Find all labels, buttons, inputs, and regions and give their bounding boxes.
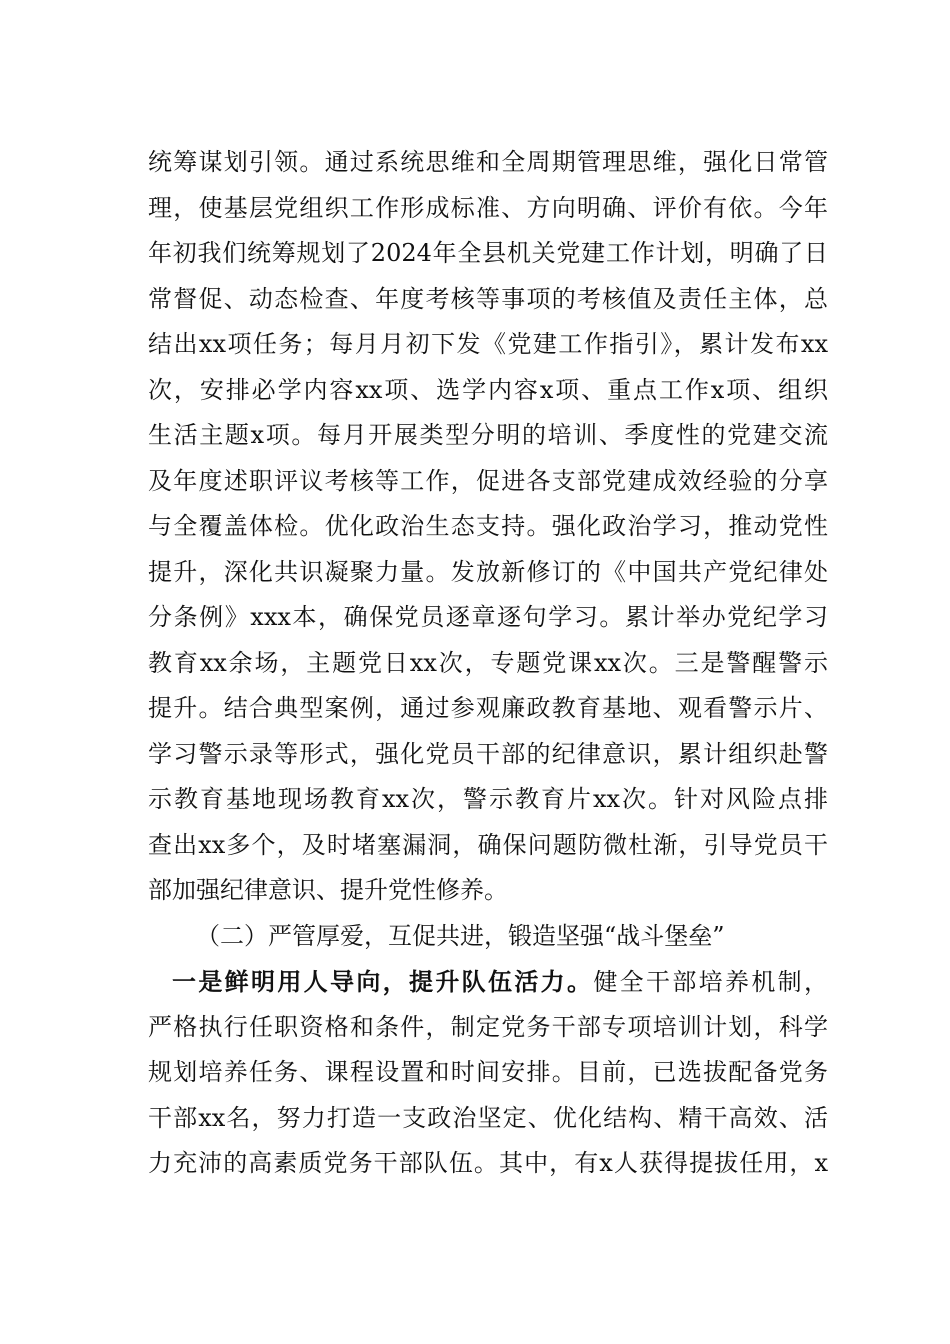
text-line: 示教育基地现场教育xx次，警示教育片xx次。针对风险点排 [148,785,828,813]
text-line: 提升，深化共识凝聚力量。发放新修订的《中国共产党纪律处 [148,557,828,586]
text-line: 年初我们统筹规划了2024年全县机关党建工作计划，明确了日 [148,239,828,267]
text-line: 次，安排必学内容xx项、选学内容x项、重点工作x项、组织 [148,375,828,404]
text-line: 及年度述职评议考核等工作，促进各支部党建成效经验的分享 [148,466,828,495]
text-line: 严格执行任职资格和条件，制定党务干部专项培训计划，科学 [148,1012,828,1041]
text-line: 常督促、动态检查、年度考核等事项的考核值及责任主体，总 [148,284,828,313]
text-line: 分条例》xxx本，确保党员逐章逐句学习。累计举办党纪学习 [148,603,828,631]
section-heading: （二）严管厚爱，互促共进，锻造坚强“战斗堡垒” [196,921,725,950]
text-line: 部加强纪律意识、提升党性修养。 [148,876,508,904]
document-body [148,140,828,1187]
text-line: 干部xx名，努力打造一支政治坚定、优化结构、精干高效、活 [148,1103,828,1132]
text-line: 学习警示录等形式，强化党员干部的纪律意识，累计组织赴警 [148,739,828,768]
paragraph-lead-rest: 健全干部培养机制， [593,968,829,996]
text-line: 力充沛的高素质党务干部队伍。其中，有x人获得提拔任用，x [148,1149,828,1177]
text-line: 与全覆盖体检。优化政治生态支持。强化政治学习，推动党性 [148,512,828,540]
text-line: 提升。结合典型案例，通过参观廉政教育基地、观看警示片、 [148,694,828,722]
text-line: 统筹谋划引领。通过系统思维和全周期管理思维，强化日常管 [148,148,828,176]
text-line: 规划培养任务、课程设置和时间安排。目前，已选拔配备党务 [148,1058,828,1086]
paragraph-lead-line [148,959,828,1005]
text-line: 理，使基层党组织工作形成标准、方向明确、评价有依。今年 [148,193,828,222]
text-line: 结出xx项任务；每月月初下发《党建工作指引》，累计发布xx [148,330,828,358]
text-line: 查出xx多个，及时堵塞漏洞，确保问题防微杜渐，引导党员干 [148,830,828,859]
text-line: 教育xx余场，主题党日xx次，专题党课xx次。三是警醒警示 [148,648,828,677]
paragraph-lead: 一是鲜明用人导向，提升队伍活力。 [172,967,594,996]
text-line: 生活主题x项。每月开展类型分明的培训、季度性的党建交流 [148,421,828,449]
